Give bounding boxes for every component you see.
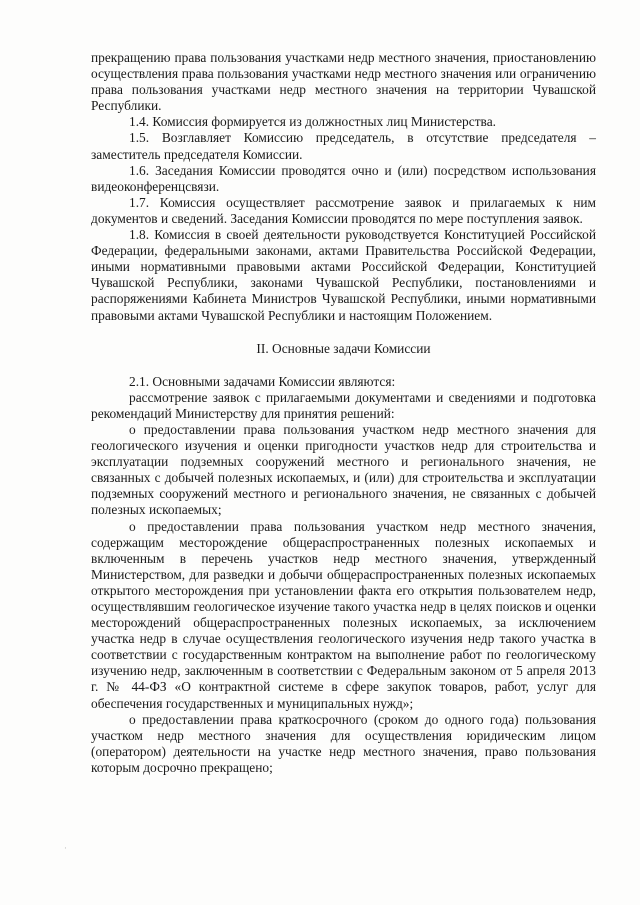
paragraph-1-7: 1.7. Комиссия осуществляет рассмотрение заявок и прилагаемых к ним документов и сведений. Заседания Комиссии проводятся по мере поступления заявок.	[91, 194, 596, 226]
paragraph-1-5: 1.5. Возглавляет Комиссию председатель, в отсутствие председателя – заместитель председателя Комиссии.	[91, 130, 596, 162]
paragraph-geological-study: о предоставлении права пользования участком недр местного значения для геологического изучения и оценки пригодности участков недр для строительства и эксплуатации подземных сооружений местного и регионального значения, не связанных с добычей полезных ископаемых, и (или) для строительства и эксплуатации подземных сооружений местного и регионального значения, не связанных с добычей полезных ископаемых;	[91, 421, 596, 518]
document-body	[91, 50, 596, 776]
paragraph-1-6: 1.6. Заседания Комиссии проводятся очно и (или) посредством использования видеоконференцсвязи.	[91, 162, 596, 194]
scan-speck: ·	[64, 844, 67, 854]
paragraph-1-8: 1.8. Комиссия в своей деятельности руководствуется Конституцией Российской Федерации, федеральными законами, актами Правительства Российской Федерации, иными нормативными правовыми актами Российской Федерации, Конституцией Чувашской Республики, законами Чувашской Республики, постановлениями и распоряжениями Кабинета Министров Чувашской Республики, иными нормативными правовыми актами Чувашской Республики и настоящим Положением.	[91, 227, 596, 323]
section-heading: II. Основные задачи Комиссии	[256, 340, 431, 356]
paragraph-2-1: 2.1. Основными задачами Комиссии являются:	[129, 373, 396, 389]
paragraph-1-4: 1.4. Комиссия формируется из должностных лиц Министерства.	[129, 114, 496, 130]
paragraph-exploration-mining: о предоставлении права пользования участком недр местного значения, содержащим месторождение общераспространенных полезных ископаемых и включенным в перечень участков недр местного значения, утвержденный Министерством, для разведки и добычи общераспространенных полезных ископаемых открытого месторождения при установлении факта его открытия пользователем недр, осуществлявшим геологическое изучение такого участка недр в целях поисков и оценки месторождений общераспространенных полезных ископаемых, за исключением участка недр в случае осуществления геологического изучения недр такого участка в соответствии с государственным контрактом на выполнение работ по геологическому изучению недр, заключенным в соответствии с Федеральным законом от 5 апреля 2013 г. № 44-ФЗ «О контрактной системе в сфере закупок товаров, работ, услуг для обеспечения государственных и муниципальных нужд»;	[91, 518, 596, 711]
paragraph-review-applications: рассмотрение заявок с прилагаемыми документами и сведениями и подготовка рекомендаций Министерству для принятия решений:	[91, 389, 596, 421]
paragraph-continuation: прекращению права пользования участками недр местного значения, приостановлению осуществления права пользования участками недр местного значения или ограничению права пользования участками недр местного значения на территории Чувашской Республики.	[91, 50, 596, 114]
paragraph-short-term-use: о предоставлении права краткосрочного (сроком до одного года) пользования участком недр местного значения для осуществления юридическим лицом (оператором) деятельности на участке недр местного значения, право пользования которым досрочно прекращено;	[91, 711, 596, 775]
